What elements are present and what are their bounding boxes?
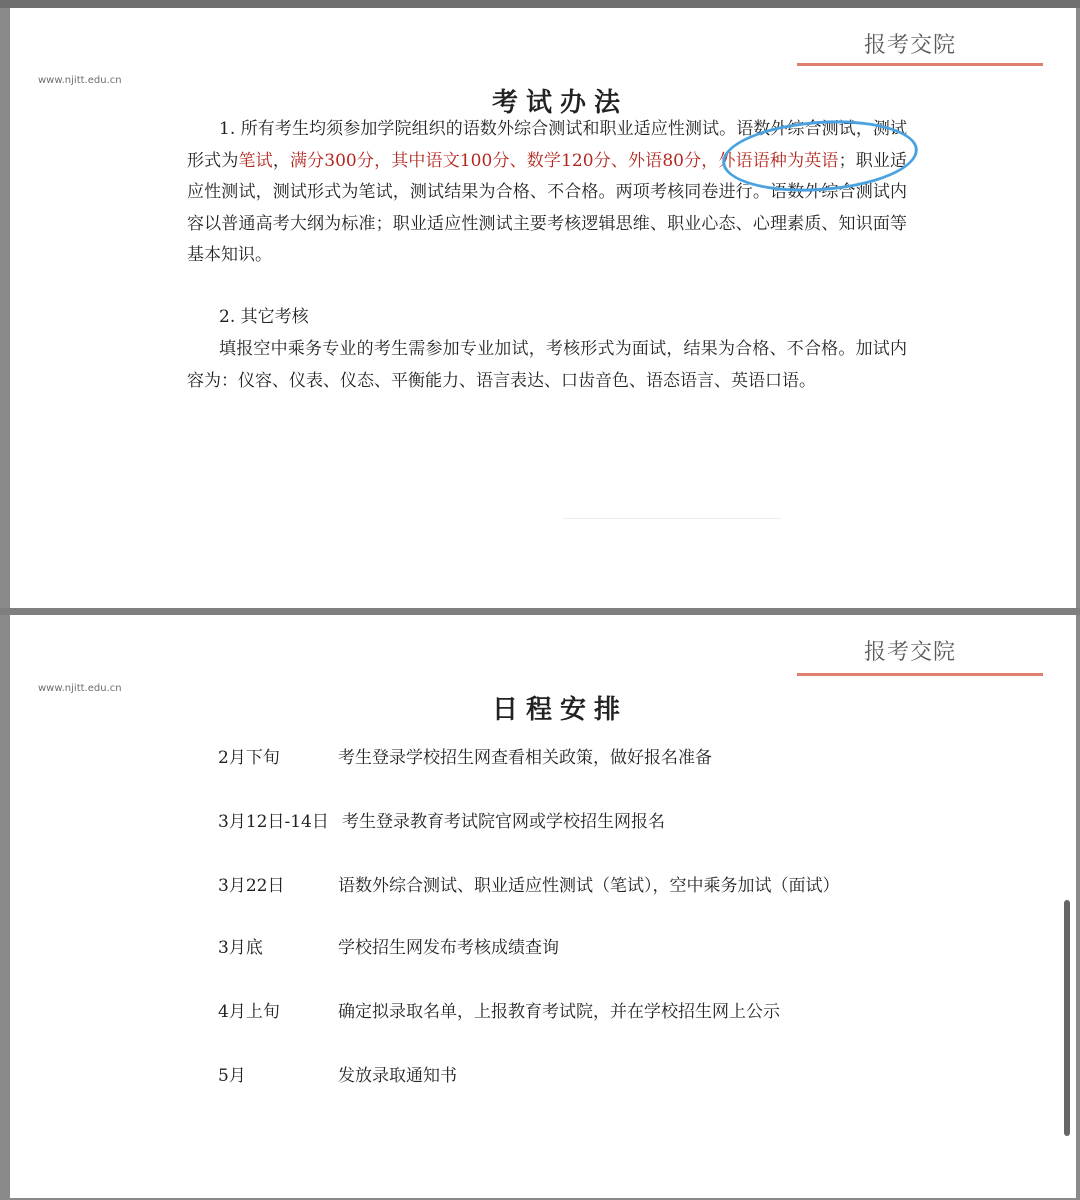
document-page-2 [10,615,1076,1198]
schedule-text: 考生登录教育考试院官网或学校招生网报名 [342,812,665,832]
schedule-text: 学校招生网发布考核成绩查询 [338,938,559,958]
item1-intro: 1. 所有考生均须参加学院组织的语数外综合测试和职业适应性测试。语数外综合测试，测试形式为 [187,119,907,171]
site-url: www.njitt.edu.cn [38,683,122,694]
brand-underline [797,63,1043,66]
document-page-1 [10,8,1076,608]
site-url: www.njitt.edu.cn [38,75,122,86]
item1-language-highlight: 外语语种为英语 [718,150,839,171]
schedule-title: 日程安排 [491,695,628,725]
item1-scores-highlight: 满分300分，其中语文100分、数学120分、外语80分， [289,150,719,171]
schedule-date: 3月22日 [218,876,285,896]
schedule-date: 4月上旬 [218,1002,280,1022]
page-title: 考试办法 [491,88,628,118]
schedule-date: 3月底 [218,938,263,958]
page-gap [0,608,1080,615]
brand-header: 报考交院 [863,33,956,58]
exam-item-2-body: 填报空中乘务专业的考生需参加专业加试，考核形式为面试，结果为合格、不合格。加试内容为：仪容、仪表、仪态、平衡能力、语言表达、口齿音色、语态语言、英语口语。 [187,339,907,391]
schedule-date: 2月下旬 [218,748,280,768]
schedule-text: 语数外综合测试、职业适应性测试（笔试），空中乘务加试（面试） [338,876,840,896]
viewer-top-bar [0,0,1080,8]
schedule-text: 确定拟录取名单，上报教育考试院，并在学校招生网上公示 [338,1002,780,1022]
vertical-scrollbar[interactable] [1064,900,1070,1136]
schedule-date: 3月12日-14日 [218,812,329,832]
schedule-date: 5月 [218,1066,246,1086]
item1-written-highlight: 笔试 [238,150,273,171]
exam-item-2-heading: 2. 其它考核 [219,307,309,327]
brand-header: 报考交院 [863,640,956,665]
item1-sep: ， [272,150,290,171]
schedule-text: 发放录取通知书 [338,1066,457,1086]
brand-underline [797,673,1043,676]
item1-rest: ；职业适应性测试，测试形式为笔试，测试结果为合格、不合格。两项考核同卷进行。语数外综合测试内容以普通高考大纲为标准；职业适应性测试主要考核逻辑思维、职业心态、心理素质、知识面等基本知识。 [187,150,908,265]
faint-divider [563,518,781,519]
schedule-text: 考生登录学校招生网查看相关政策，做好报名准备 [338,748,712,768]
